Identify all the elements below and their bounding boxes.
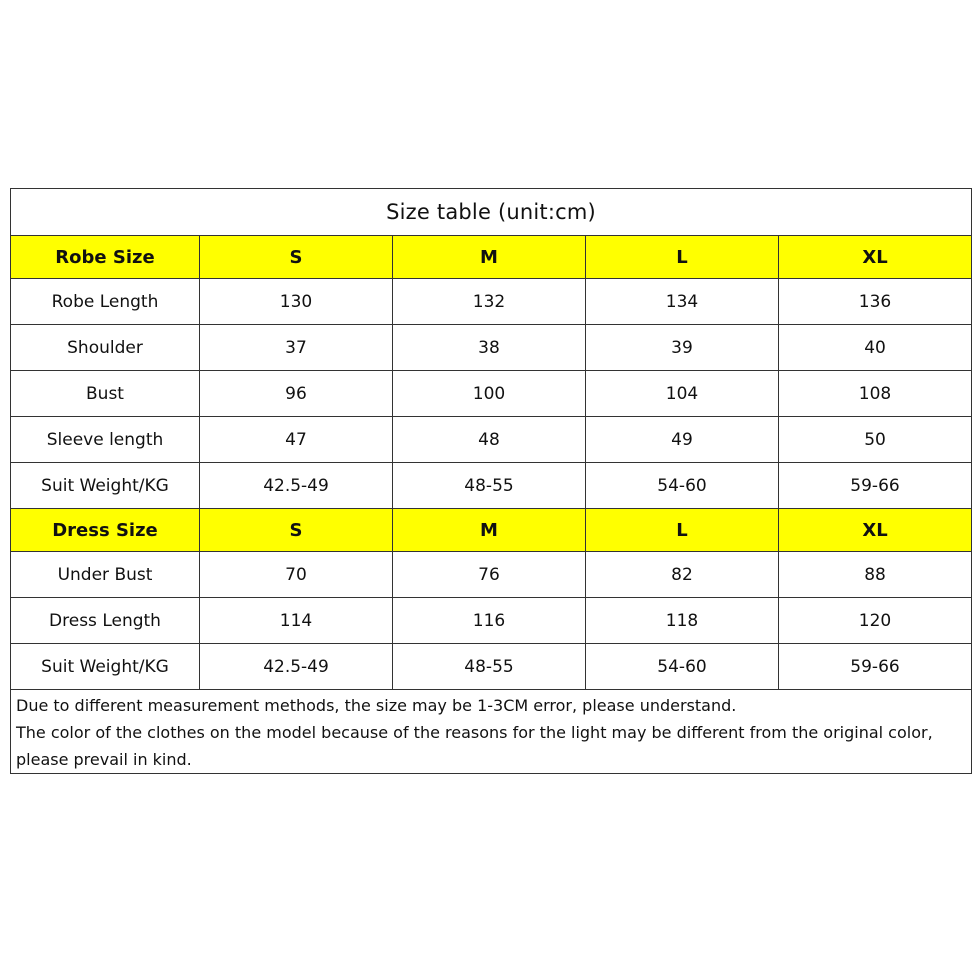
table-cell: 120 [779, 598, 972, 644]
table-row [11, 598, 972, 644]
note-measurement-error: Due to different measurement methods, the size may be 1-3CM error, please understand. [16, 696, 737, 715]
table-row [11, 463, 972, 509]
dress-size-label: Dress Size [11, 509, 200, 552]
table-row [11, 552, 972, 598]
row-label: Suit Weight/KG [11, 463, 200, 509]
table-cell: 116 [393, 598, 586, 644]
table-cell: 132 [393, 279, 586, 325]
table-cell: 50 [779, 417, 972, 463]
table-cell: 136 [779, 279, 972, 325]
table-row [11, 644, 972, 690]
table-cell: 59-66 [779, 463, 972, 509]
table-cell: 130 [200, 279, 393, 325]
size-table [10, 188, 972, 774]
table-cell: 49 [586, 417, 779, 463]
table-cell: 96 [200, 371, 393, 417]
dress-size-m: M [393, 509, 586, 552]
table-cell: 118 [586, 598, 779, 644]
title-row [11, 189, 972, 236]
table-cell: 70 [200, 552, 393, 598]
table-cell: 42.5-49 [200, 644, 393, 690]
table-row [11, 279, 972, 325]
note-color-difference: The color of the clothes on the model because of the reasons for the light may be different from the original color, please prevail in kind. [16, 723, 933, 769]
robe-header-row [11, 236, 972, 279]
dress-size-s: S [200, 509, 393, 552]
dress-size-xl: XL [779, 509, 972, 552]
row-label: Robe Length [11, 279, 200, 325]
row-label: Bust [11, 371, 200, 417]
table-cell: 82 [586, 552, 779, 598]
table-cell: 59-66 [779, 644, 972, 690]
dress-size-l: L [586, 509, 779, 552]
table-cell: 48 [393, 417, 586, 463]
row-label: Dress Length [11, 598, 200, 644]
table-cell: 76 [393, 552, 586, 598]
robe-size-s: S [200, 236, 393, 279]
row-label: Sleeve length [11, 417, 200, 463]
robe-size-m: M [393, 236, 586, 279]
table-cell: 54-60 [586, 644, 779, 690]
table-cell: 38 [393, 325, 586, 371]
robe-size-label: Robe Size [11, 236, 200, 279]
table-cell: 40 [779, 325, 972, 371]
table-cell: 54-60 [586, 463, 779, 509]
table-row [11, 371, 972, 417]
dress-header-row [11, 509, 972, 552]
robe-size-l: L [586, 236, 779, 279]
table-row [11, 325, 972, 371]
robe-size-xl: XL [779, 236, 972, 279]
row-label: Under Bust [11, 552, 200, 598]
table-cell: 100 [393, 371, 586, 417]
table-row [11, 417, 972, 463]
row-label: Suit Weight/KG [11, 644, 200, 690]
table-cell: 48-55 [393, 463, 586, 509]
notes-cell [11, 690, 972, 774]
row-label: Shoulder [11, 325, 200, 371]
table-cell: 114 [200, 598, 393, 644]
table-cell: 42.5-49 [200, 463, 393, 509]
table-cell: 37 [200, 325, 393, 371]
table-title: Size table (unit:cm) [11, 189, 972, 236]
table-cell: 39 [586, 325, 779, 371]
table-cell: 134 [586, 279, 779, 325]
table-cell: 47 [200, 417, 393, 463]
notes-row [11, 690, 972, 774]
table-cell: 108 [779, 371, 972, 417]
table-cell: 48-55 [393, 644, 586, 690]
table-cell: 104 [586, 371, 779, 417]
table-cell: 88 [779, 552, 972, 598]
